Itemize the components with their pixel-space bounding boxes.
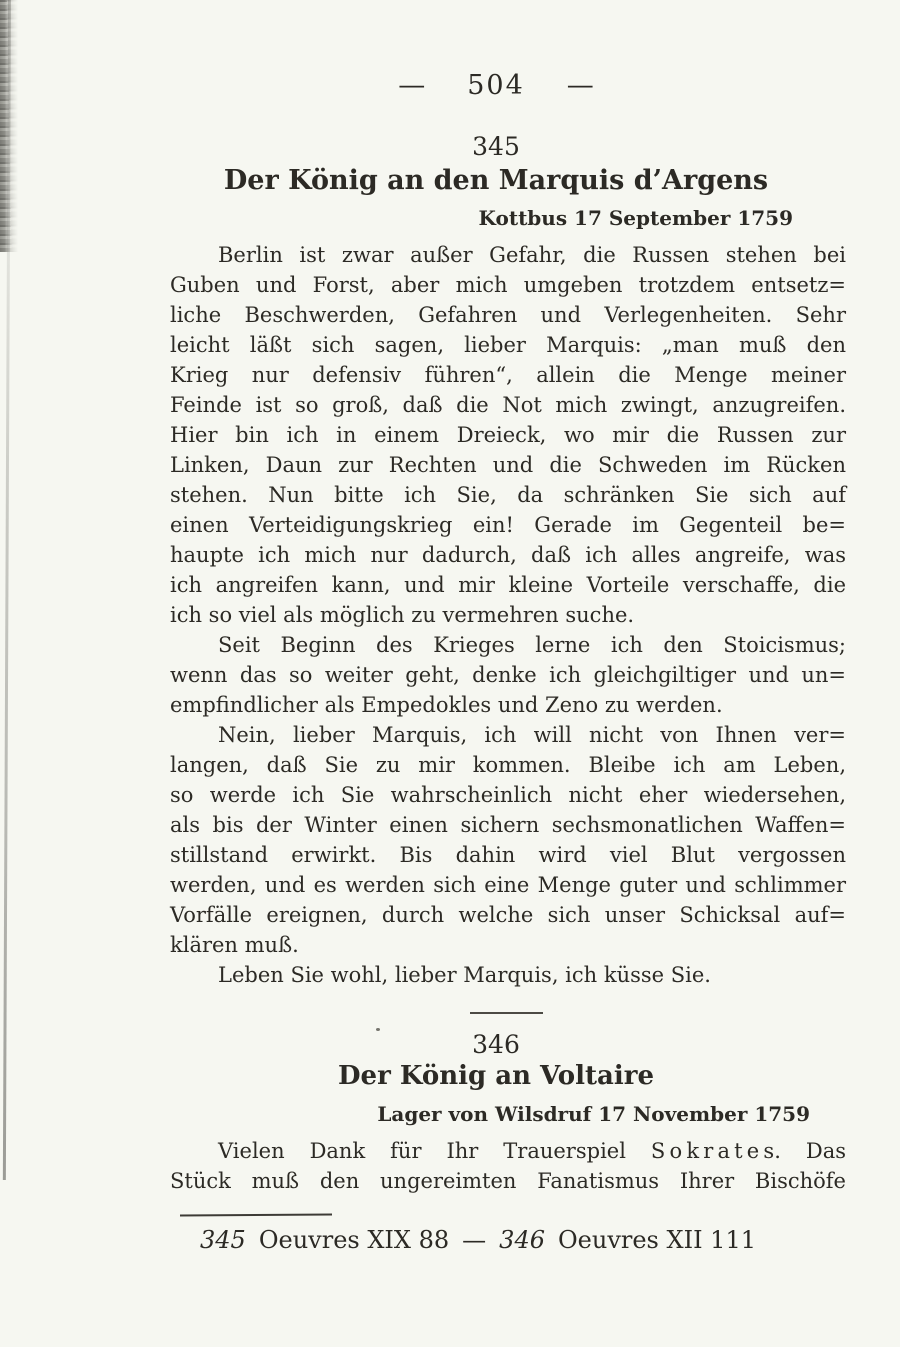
letter-separator-rule [470, 1012, 543, 1014]
footnote-separator-dash: — [462, 1226, 487, 1254]
footnote-rule [180, 1213, 332, 1216]
letter-dateline: Lager von Wilsdruf 17 November 1759 [377, 1102, 810, 1126]
text-line: Linken, Daun zur Rechten und die Schweden im Rücken [170, 453, 846, 477]
text-line: ich so viel als möglich zu vermehren suche. [170, 603, 635, 627]
text-line: Feinde ist so groß, daß die Not mich zwingt, anzugreifen. [170, 393, 846, 417]
text-line: Hier bin ich in einem Dreieck, wo mir die Russen zur [170, 423, 846, 447]
page-number-row [158, 70, 834, 101]
text-line: stillstand erwirkt. Bis dahin wird viel Blut vergossen [170, 843, 846, 867]
text-line: wenn das so weiter geht, denke ich gleichgiltiger und un= [170, 663, 846, 687]
text-line: Krieg nur defensiv führen“, allein die Menge meiner [170, 363, 846, 387]
text-line: als bis der Winter einen sichern sechsmonatlichen Waffen= [170, 813, 846, 837]
letter-number: 345 [472, 132, 520, 161]
text-line: Vielen Dank für Ihr Trauerspiel S o k r a t e s. Das [218, 1139, 846, 1163]
text-line: Berlin ist zwar außer Gefahr, die Russen stehen bei [218, 243, 846, 267]
text-line: empfindlicher als Empedokles und Zeno zu werden. [170, 693, 723, 717]
text-line: liche Beschwerden, Gefahren und Verlegenheiten. Sehr [170, 303, 846, 327]
text-line: klären muß. [170, 933, 299, 957]
text-line: Leben Sie wohl, lieber Marquis, ich küsse Sie. [218, 963, 711, 987]
page-number-dash-right: — [566, 70, 594, 101]
footnote-ref1-number: 345 [200, 1226, 246, 1254]
footnote-ref1-source: Oeuvres XIX 88 [258, 1226, 450, 1254]
text-line: werden, und es werden sich eine Menge guter und schlimmer [170, 873, 846, 897]
text-line: langen, daß Sie zu mir kommen. Bleibe ich am Leben, [170, 753, 846, 777]
letter-number: 346 [472, 1030, 520, 1059]
text-line: Nein, lieber Marquis, ich will nicht von Ihnen ver= [218, 723, 846, 747]
text-line: Guben und Forst, aber mich umgeben trotzdem entsetz= [170, 273, 846, 297]
text-line: einen Verteidigungskrieg ein! Gerade im Gegenteil be= [170, 513, 846, 537]
text-line: leicht läßt sich sagen, lieber Marquis: „man muß den [170, 333, 846, 357]
letter-dateline: Kottbus 17 September 1759 [478, 206, 793, 230]
text-line: Stück muß den ungereimten Fanatismus Ihrer Bischöfe [170, 1169, 846, 1193]
letter-title: Der König an den Marquis d’Argens [223, 165, 769, 196]
text-line: stehen. Nun bitte ich Sie, da schränken Sie sich auf [170, 483, 846, 507]
text-line: Seit Beginn des Krieges lerne ich den Stoicismus; [218, 633, 846, 657]
text-line: ich angreifen kann, und mir kleine Vorteile verschaffe, die [170, 573, 846, 597]
letter-body [170, 240, 846, 990]
letter-body [170, 1136, 846, 1196]
page-number: 504 [467, 70, 525, 101]
letter-title: Der König an Voltaire [338, 1061, 654, 1091]
text-line: so werde ich Sie wahrscheinlich nicht eher wiedersehen, [170, 783, 846, 807]
footnote-ref2-number: 346 [499, 1226, 545, 1254]
footnote-ref2-source: Oeuvres XII 111 [557, 1226, 756, 1254]
footnote-references [140, 1226, 816, 1254]
scan-corner-shadow [0, 0, 18, 252]
text-line: Vorfälle ereignen, durch welche sich unser Schicksal auf= [170, 903, 846, 927]
page-number-dash-left: — [398, 70, 426, 101]
text-line: haupte ich mich nur dadurch, daß ich alles angreife, was [170, 543, 846, 567]
